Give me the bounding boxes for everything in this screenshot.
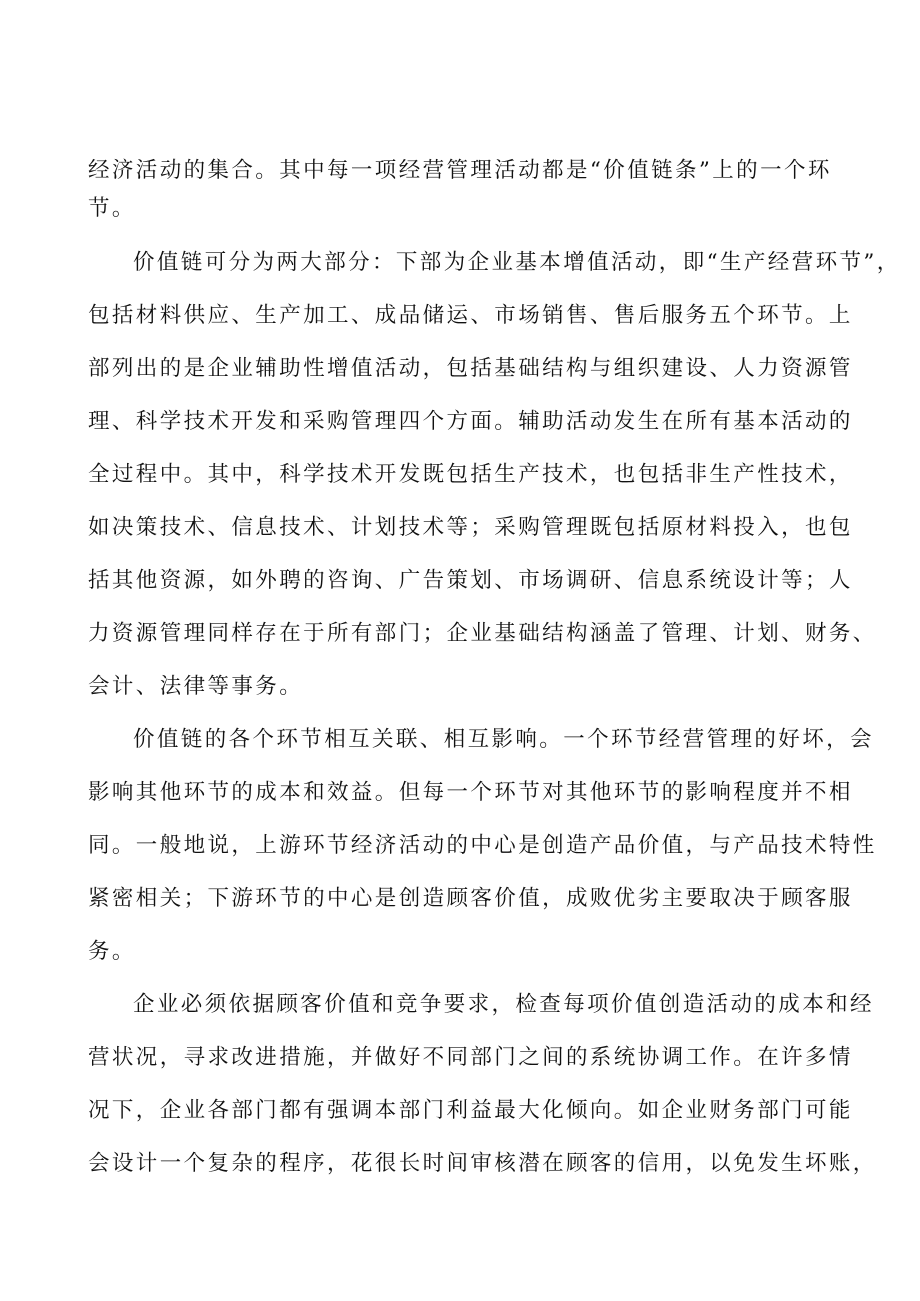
paragraph-line: 况下，企业各部门都有强调本部门利益最大化倾向。如企业财务部门可能 xyxy=(88,1098,853,1123)
paragraph-2 xyxy=(88,244,901,706)
paragraph-line: 同。一般地说，上游环节经济活动的中心是创造产品价值，与产品技术特性 xyxy=(88,833,877,858)
paragraph-line: 理、科学技术开发和采购管理四个方面。辅助活动发生在所有基本活动的 xyxy=(88,409,853,434)
paragraph-4 xyxy=(88,986,877,1183)
paragraph-line: 节。 xyxy=(88,196,136,221)
paragraph-line: 经济活动的集合。其中每一项经营管理活动都是“价值链条”上的一个环 xyxy=(88,158,832,183)
paragraph-1 xyxy=(88,152,852,221)
paragraph-line: 如决策技术、信息技术、计划技术等；采购管理既包括原材料投入，也包 xyxy=(88,515,853,540)
paragraph-line: 价值链的各个环节相互关联、相互影响。一个环节经营管理的好坏，会 xyxy=(133,727,874,752)
paragraph-line: 全过程中。其中，科学技术开发既包括生产技术，也包括非生产性技术， xyxy=(88,462,853,487)
paragraph-line: 务。 xyxy=(88,939,136,964)
paragraph-line: 力资源管理同样存在于所有部门；企业基础结构涵盖了管理、计划、财务、 xyxy=(88,621,877,646)
paragraph-line: 括其他资源，如外聘的咨询、广告策划、市场调研、信息系统设计等；人 xyxy=(88,568,853,593)
paragraph-line: 包括材料供应、生产加工、成品储运、市场销售、售后服务五个环节。上 xyxy=(88,303,853,328)
paragraph-line: 部列出的是企业辅助性增值活动，包括基础结构与组织建设、人力资源管 xyxy=(88,356,853,381)
paragraph-line: 影响其他环节的成本和效益。但每一个环节对其他环节的影响程度并不相 xyxy=(88,780,853,805)
document-body xyxy=(88,152,901,1183)
paragraph-line: 营状况，寻求改进措施，并做好不同部门之间的系统协调工作。在许多情 xyxy=(88,1045,853,1070)
paragraph-line: 会设计一个复杂的程序，花很长时间审核潜在顾客的信用，以免发生坏账， xyxy=(88,1151,877,1176)
paragraph-line: 紧密相关；下游环节的中心是创造顾客价值，成败优劣主要取决于顾客服 xyxy=(88,886,853,911)
paragraph-line: 会计、法律等事务。 xyxy=(88,674,304,699)
paragraph-line: 企业必须依据顾客价值和竞争要求，检查每项价值创造活动的成本和经 xyxy=(133,992,874,1017)
paragraph-line: 价值链可分为两大部分：下部为企业基本增值活动，即“生产经营环节”， xyxy=(133,250,901,275)
paragraph-3 xyxy=(88,721,877,971)
